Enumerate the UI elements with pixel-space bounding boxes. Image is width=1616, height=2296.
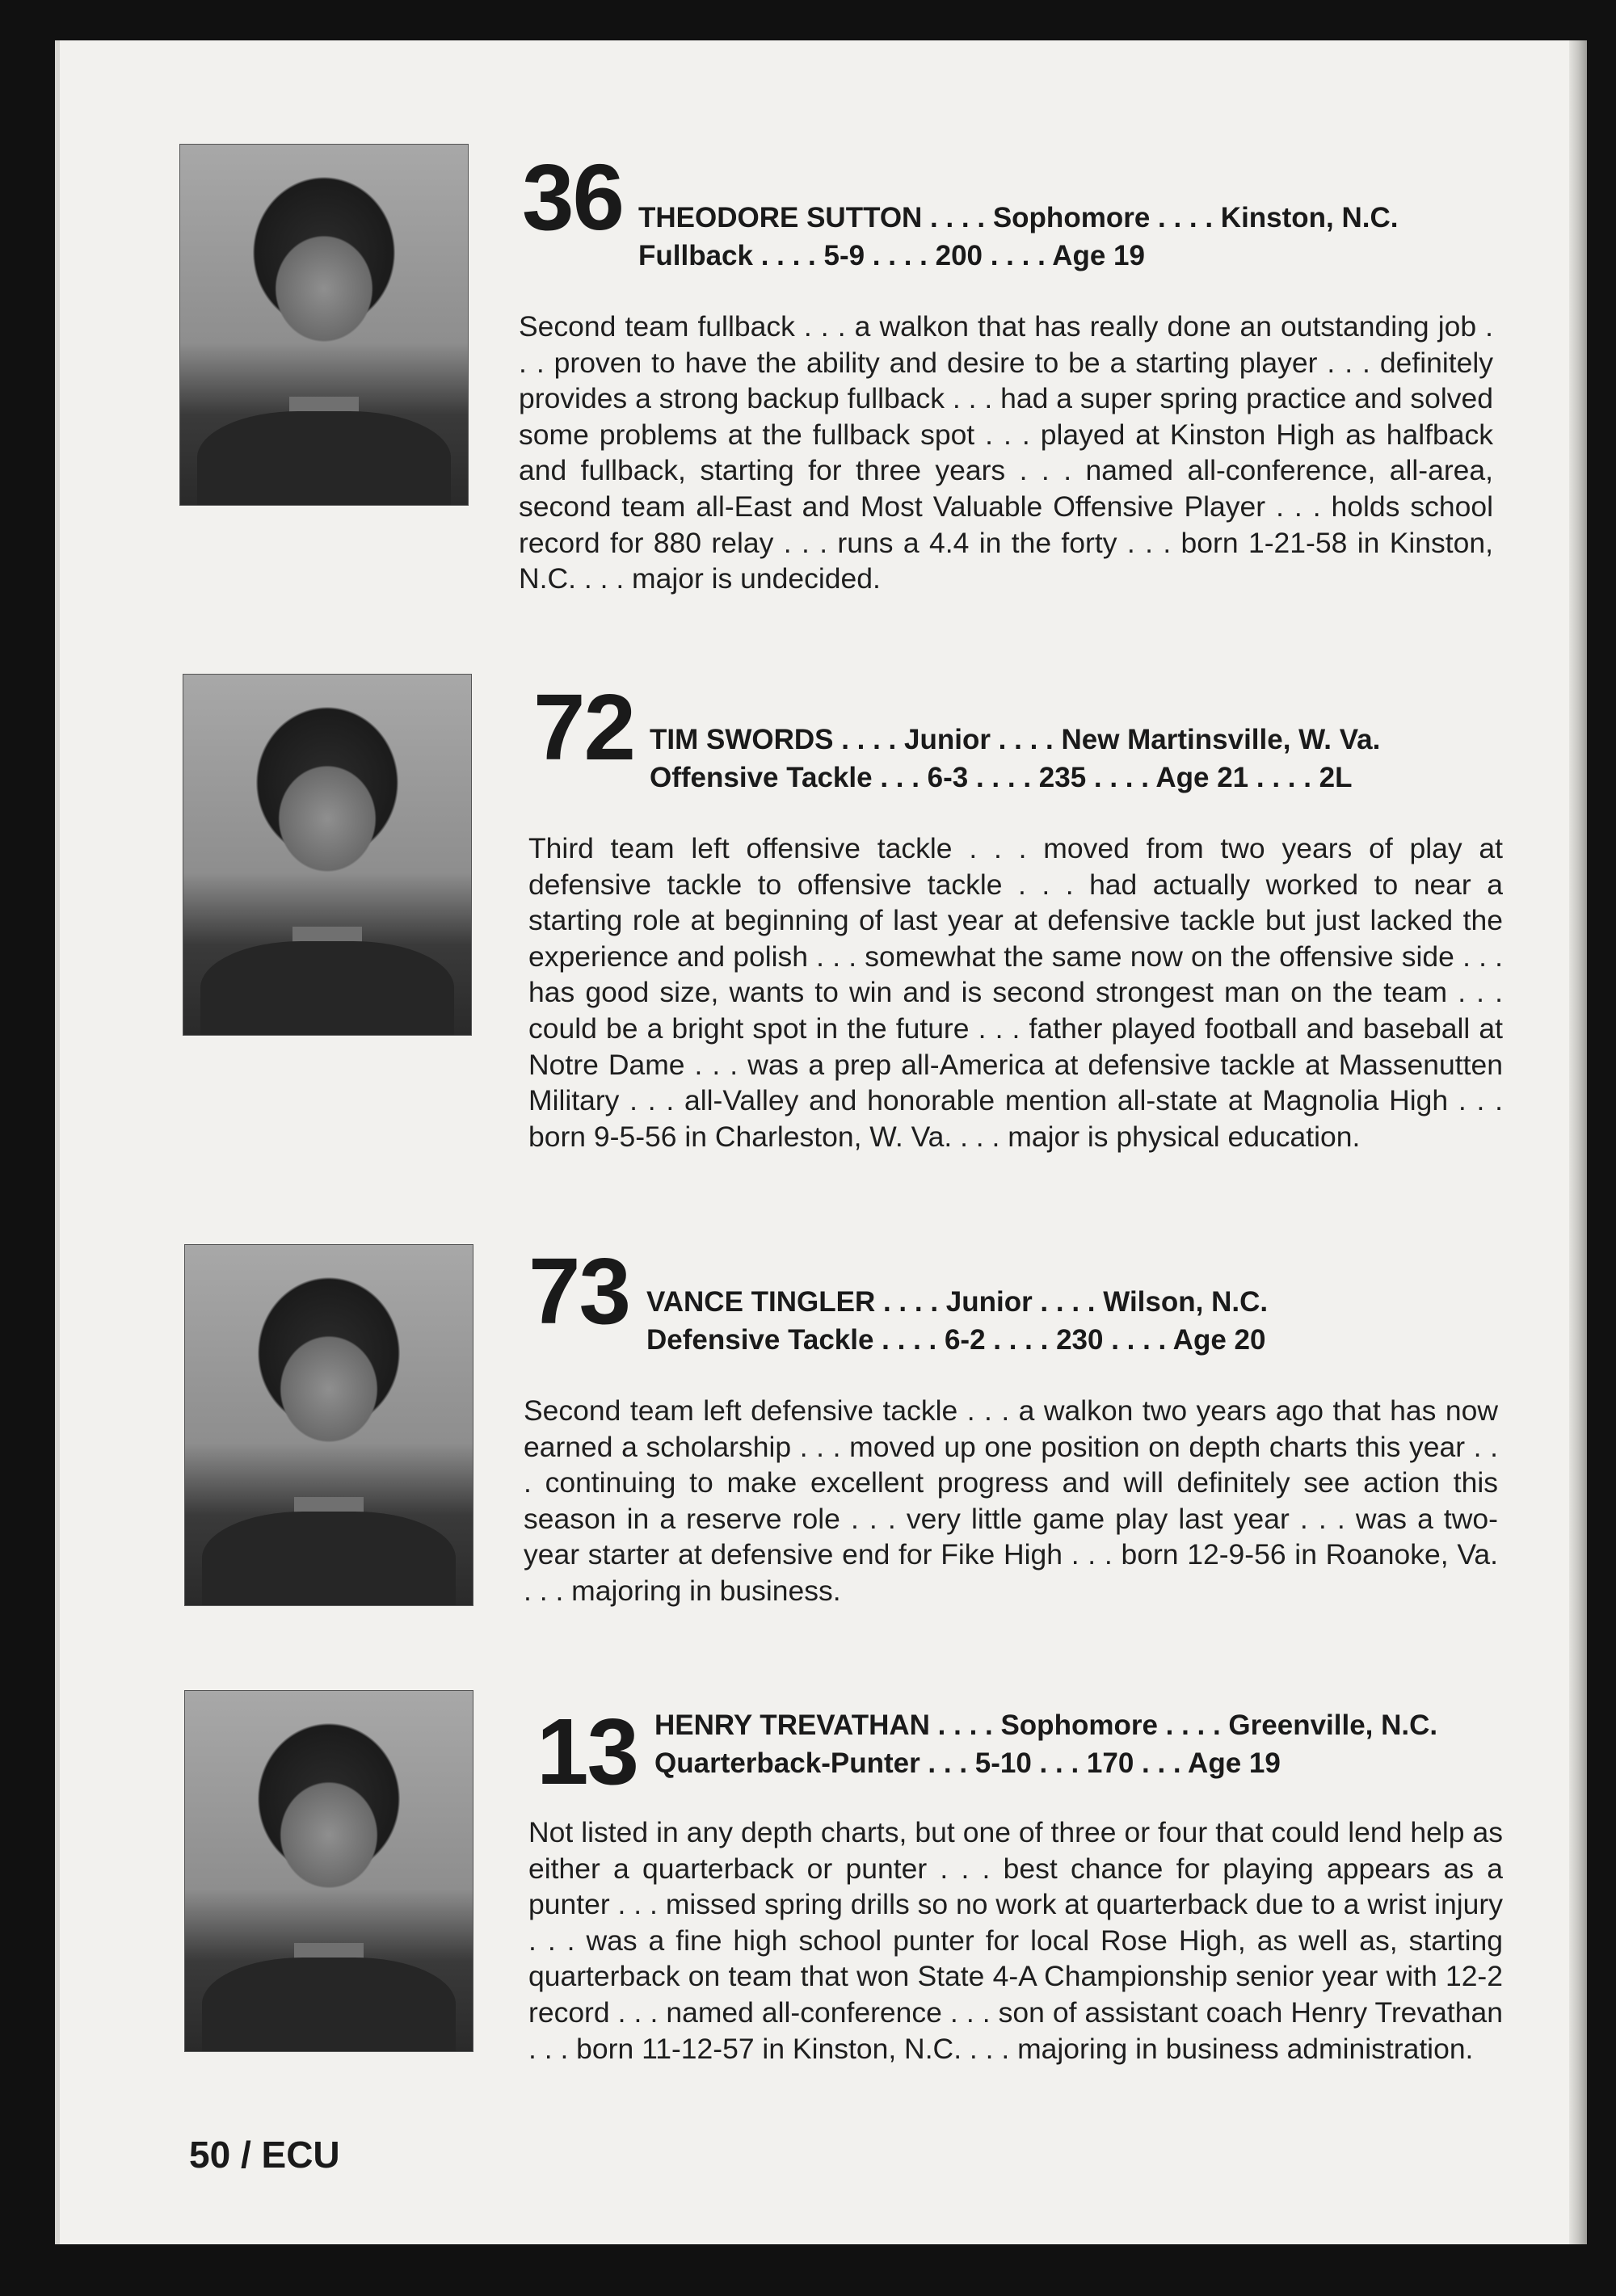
header-line-2: Defensive Tackle . . . . 6-2 . . . . 230 . . . . Age 20 bbox=[646, 1324, 1266, 1356]
player-bio: Not listed in any depth charts, but one of three or four that could lend help as either a quarterback or punter . . . best chance for playing appears as a punter . . . missed spring drills so no work at quarterback due to a wrist injury . . . was a fine high school punter for local Rose High, as well as, starting quarterback on team that won State 4-A Championship senior year with 12-2 record . . . named all-conference . . . son of assistant coach Henry Trevathan . . . born 11-12-57 in Kinston, N.C. . . . majoring in business administration. bbox=[528, 1816, 1503, 2065]
photo-jersey-shape bbox=[197, 411, 450, 505]
photo-jersey-shape bbox=[202, 1512, 455, 1605]
header-line-1: HENRY TREVATHAN . . . . Sophomore . . . . Greenville, N.C. bbox=[654, 1709, 1438, 1741]
player-header bbox=[646, 1283, 1268, 1359]
jersey-number: 73 bbox=[528, 1238, 630, 1344]
program-page bbox=[55, 40, 1587, 2244]
header-line-2: Fullback . . . . 5-9 . . . . 200 . . . . Age 19 bbox=[638, 240, 1145, 271]
player-header bbox=[654, 1706, 1437, 1782]
header-line-1: THEODORE SUTTON . . . . Sophomore . . . . Kinston, N.C. bbox=[638, 202, 1399, 233]
header-line-1: VANCE TINGLER . . . . Junior . . . . Wilson, N.C. bbox=[646, 1286, 1269, 1318]
header-line-1: TIM SWORDS . . . . Junior . . . . New Martinsville, W. Va. bbox=[650, 724, 1381, 755]
header-line-2: Offensive Tackle . . . 6-3 . . . . 235 . . . . Age 21 . . . . 2L bbox=[650, 762, 1353, 793]
player-photo bbox=[179, 144, 469, 506]
player-bio: Second team fullback . . . a walkon that has really done an outstanding job . . . proven to have the ability and desire to be a starting player . . . definitely provides a strong backup fullback . . . had a super spring practice and solved some problems at the fullback spot . . . played at Kinston High as halfback and fullback, starting for three years . . . named all-conference, all-area, second team all-East and Most Valuable Offensive Player . . . holds school record for 880 relay . . . runs a 4.4 in the forty . . . born 1-21-58 in Kinston, N.C. . . . major is undecided. bbox=[519, 310, 1493, 595]
page-footer: 50 / ECU bbox=[189, 2134, 340, 2176]
player-photo bbox=[184, 1244, 473, 1606]
photo-jersey-shape bbox=[200, 941, 453, 1035]
player-bio: Third team left offensive tackle . . . moved from two years of play at defensive tackle to offensive tackle . . . had actually worked to near a starting role at beginning of last year at defensive tackle but just lacked the experience and polish . . . somewhat the same now on the offensive side . . . has good size, wants to win and is second strongest man on the team . . . could be a bright spot in the future . . . father played football and baseball at Notre Dame . . . was a prep all-America at defensive tackle at Massenutten Military . . . all-Valley and honorable mention all-state at Magnolia High . . . born 9-5-56 in Charleston, W. Va. . . . major is physical education. bbox=[528, 832, 1503, 1153]
jersey-number: 13 bbox=[537, 1699, 638, 1804]
jersey-number: 72 bbox=[533, 675, 635, 780]
player-header bbox=[650, 721, 1380, 797]
player-photo bbox=[183, 674, 472, 1036]
player-header bbox=[638, 199, 1399, 275]
player-bio: Second team left defensive tackle . . . a walkon two years ago that has now earned a scholarship . . . moved up one position on depth charts this year . . . continuing to make excellent progress and will definitely see action this season in a reserve role . . . very little game play last year . . . was a two-year starter at defensive end for Fike High . . . born 12-9-56 in Roanoke, Va. . . . majoring in business. bbox=[524, 1394, 1498, 1607]
header-line-2: Quarterback-Punter . . . 5-10 . . . 170 . . . Age 19 bbox=[654, 1747, 1281, 1779]
photo-jersey-shape bbox=[202, 1957, 455, 2051]
jersey-number: 36 bbox=[522, 145, 624, 250]
player-photo bbox=[184, 1690, 473, 2052]
book-spine bbox=[1569, 40, 1587, 2244]
